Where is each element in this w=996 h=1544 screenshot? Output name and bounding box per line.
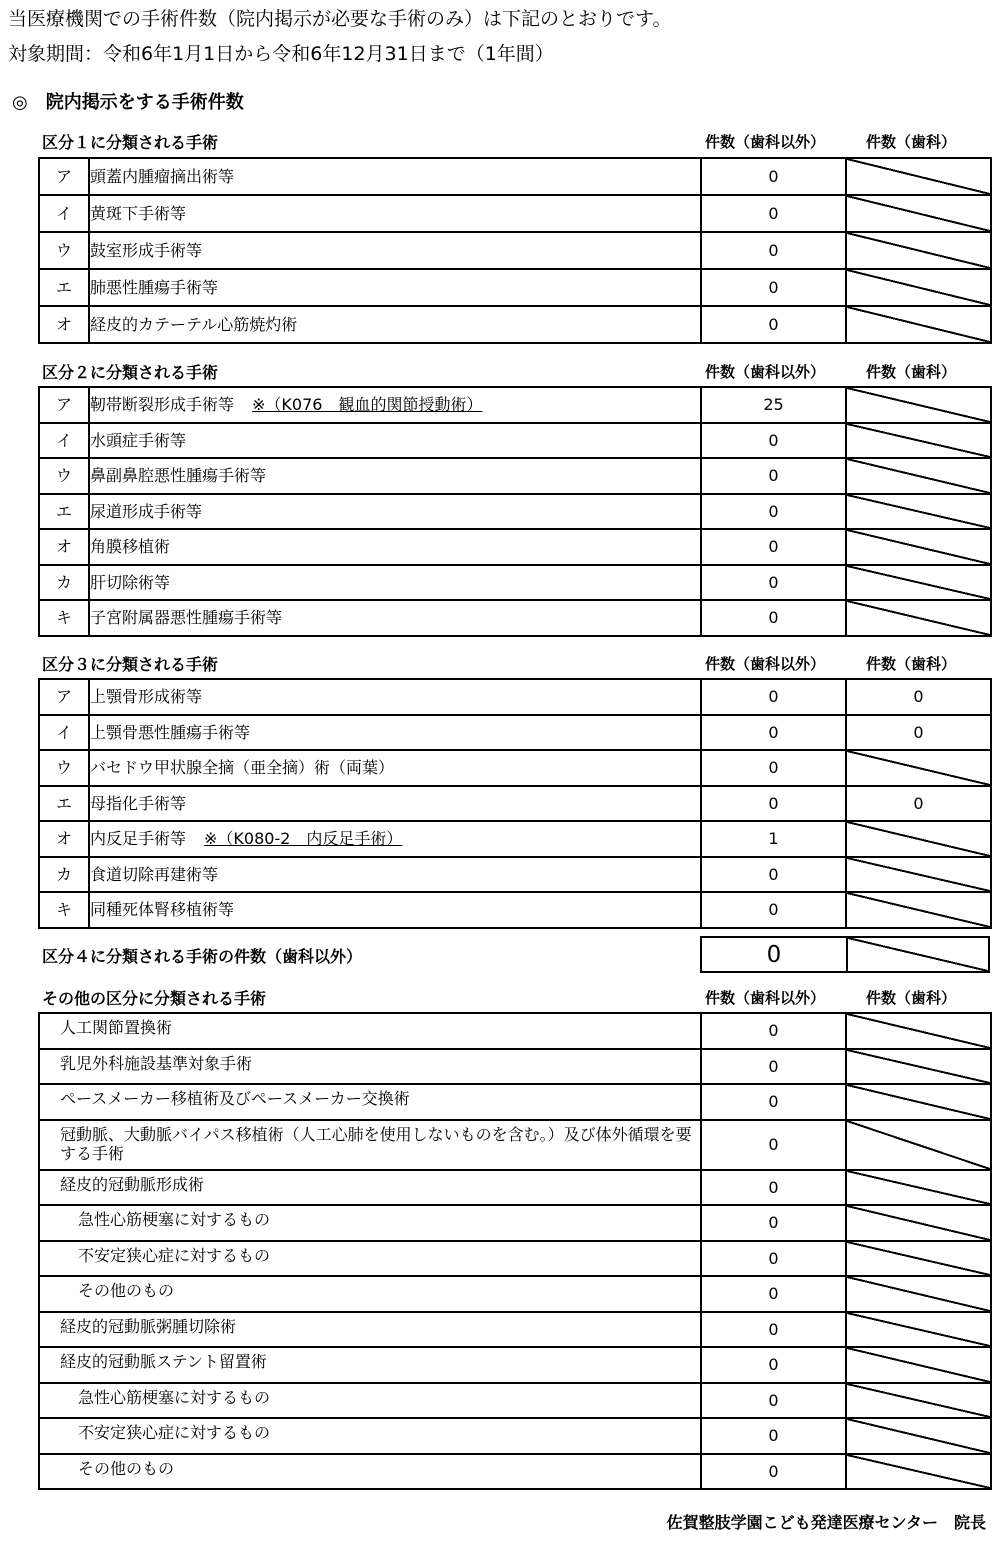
procedure-name bbox=[89, 458, 701, 494]
procedure-name-text: 鼻副鼻腔悪性腫瘍手術等 bbox=[90, 466, 267, 486]
procedure-name: その他のもの bbox=[39, 1276, 701, 1312]
table-row bbox=[39, 1418, 991, 1454]
count-non-dental: 0 bbox=[701, 306, 846, 343]
count-non-dental: 0 bbox=[701, 715, 846, 751]
intro-text: 当医療機関での手術件数（院内掲示が必要な手術のみ）は下記のとおりです。 bbox=[8, 8, 672, 30]
procedure-name bbox=[89, 821, 701, 857]
col-head-non-dental: 件数（歯科以外） bbox=[705, 989, 826, 1007]
table-row bbox=[39, 786, 991, 822]
procedure-name: その他のもの bbox=[39, 1454, 701, 1490]
procedure-name: 乳児外科施設基準対象手術 bbox=[39, 1049, 701, 1085]
procedure-name-text: 頭蓋内腫瘤摘出術等 bbox=[90, 166, 235, 186]
dental-not-applicable bbox=[846, 195, 991, 232]
procedure-name-text: 角膜移植術 bbox=[90, 537, 171, 557]
procedure-name bbox=[89, 892, 701, 928]
procedure-code-note: ※（K080-2 内反足手術） bbox=[204, 829, 403, 849]
count-non-dental: 0 bbox=[701, 892, 846, 928]
dental-not-applicable bbox=[846, 306, 991, 343]
count-non-dental: 25 bbox=[701, 387, 846, 423]
dental-not-applicable bbox=[846, 1049, 991, 1085]
procedure-name bbox=[89, 565, 701, 601]
table-row bbox=[39, 857, 991, 893]
other-table bbox=[38, 1012, 992, 1490]
count-non-dental: 0 bbox=[701, 1013, 846, 1049]
row-label: エ bbox=[39, 269, 89, 306]
procedure-name: 不安定狭心症に対するもの bbox=[39, 1241, 701, 1277]
procedure-name bbox=[89, 306, 701, 343]
count-non-dental: 0 bbox=[701, 458, 846, 494]
count-dental: 0 bbox=[846, 679, 991, 715]
procedure-name-text: 母指化手術等 bbox=[90, 793, 187, 813]
count-non-dental: 0 bbox=[701, 423, 846, 459]
dental-not-applicable bbox=[846, 423, 991, 459]
procedure-name bbox=[89, 269, 701, 306]
dental-not-applicable bbox=[846, 1454, 991, 1490]
count-non-dental: 0 bbox=[701, 1084, 846, 1120]
procedure-name-text: 子宮附属器悪性腫瘍手術等 bbox=[90, 608, 283, 628]
table-row bbox=[39, 1276, 991, 1312]
count-non-dental: 0 bbox=[701, 1454, 846, 1490]
procedure-name bbox=[89, 494, 701, 530]
section-3-table bbox=[38, 678, 992, 929]
table-row bbox=[39, 1049, 991, 1085]
procedure-name: 経皮的冠動脈ステント留置術 bbox=[39, 1347, 701, 1383]
procedure-name-text: 鼓室形成手術等 bbox=[90, 240, 203, 260]
dental-not-applicable bbox=[846, 821, 991, 857]
table-row bbox=[39, 494, 991, 530]
row-label: オ bbox=[39, 306, 89, 343]
row-label: キ bbox=[39, 892, 89, 928]
row-label: オ bbox=[39, 821, 89, 857]
procedure-name bbox=[89, 387, 701, 423]
table-row bbox=[39, 1120, 991, 1170]
dental-not-applicable bbox=[846, 1418, 991, 1454]
dental-not-applicable bbox=[846, 1241, 991, 1277]
table-row bbox=[39, 232, 991, 269]
procedure-name bbox=[89, 600, 701, 636]
procedure-name: 急性心筋梗塞に対するもの bbox=[39, 1205, 701, 1241]
table-row bbox=[39, 529, 991, 565]
procedure-name-text: 内反足手術等 bbox=[90, 829, 187, 849]
count-non-dental: 0 bbox=[701, 494, 846, 530]
col-head-dental: 件数（歯科） bbox=[866, 655, 957, 673]
row-label: キ bbox=[39, 600, 89, 636]
count-non-dental: 0 bbox=[701, 565, 846, 601]
dental-not-applicable bbox=[846, 458, 991, 494]
row-label: ア bbox=[39, 158, 89, 195]
dental-not-applicable bbox=[846, 1013, 991, 1049]
count-non-dental: 0 bbox=[701, 1170, 846, 1206]
section-4-count-box bbox=[700, 936, 990, 973]
count-non-dental: 0 bbox=[701, 1241, 846, 1277]
count-non-dental: 0 bbox=[701, 529, 846, 565]
count-non-dental: 0 bbox=[701, 1312, 846, 1348]
table-row bbox=[39, 1454, 991, 1490]
table-row bbox=[39, 458, 991, 494]
section-4-title: 区分４に分類される手術の件数（歯科以外） bbox=[42, 947, 363, 966]
count-non-dental: 1 bbox=[701, 821, 846, 857]
dental-not-applicable bbox=[846, 600, 991, 636]
procedure-name-text: 尿道形成手術等 bbox=[90, 501, 203, 521]
procedure-name bbox=[89, 715, 701, 751]
row-label: エ bbox=[39, 786, 89, 822]
col-head-non-dental: 件数（歯科以外） bbox=[705, 655, 826, 673]
section-1-title: 区分１に分類される手術 bbox=[42, 133, 219, 152]
table-row bbox=[39, 750, 991, 786]
row-label: ア bbox=[39, 387, 89, 423]
table-row bbox=[39, 715, 991, 751]
dental-not-applicable bbox=[846, 750, 991, 786]
count-non-dental: 0 bbox=[701, 158, 846, 195]
row-label: カ bbox=[39, 565, 89, 601]
count-non-dental: 0 bbox=[701, 195, 846, 232]
count-dental: 0 bbox=[846, 786, 991, 822]
procedure-name-text: 経皮的カテーテル心筋焼灼術 bbox=[90, 314, 298, 334]
count-non-dental: 0 bbox=[701, 600, 846, 636]
table-row bbox=[39, 306, 991, 343]
procedure-name-text: バセドウ甲状腺全摘（亜全摘）術（両葉） bbox=[90, 758, 395, 778]
dental-not-applicable bbox=[846, 1312, 991, 1348]
dental-not-applicable bbox=[846, 892, 991, 928]
table-row bbox=[39, 158, 991, 195]
procedure-name bbox=[89, 232, 701, 269]
table-row bbox=[39, 1312, 991, 1348]
table-row bbox=[39, 387, 991, 423]
table-row bbox=[39, 1241, 991, 1277]
procedure-name-text: 食道切除再建術等 bbox=[90, 864, 219, 884]
table-row bbox=[39, 1347, 991, 1383]
section-1-table bbox=[38, 157, 992, 344]
period-text: 対象期間：令和6年1月1日から令和6年12月31日まで（1年間） bbox=[8, 43, 554, 65]
col-head-non-dental: 件数（歯科以外） bbox=[705, 363, 826, 381]
procedure-name-text: 肺悪性腫瘍手術等 bbox=[90, 277, 219, 297]
count-non-dental: 0 bbox=[701, 857, 846, 893]
procedure-name: ペースメーカー移植術及びペースメーカー交換術 bbox=[39, 1084, 701, 1120]
dental-not-applicable bbox=[846, 565, 991, 601]
row-label: ア bbox=[39, 679, 89, 715]
count-non-dental: 0 bbox=[701, 786, 846, 822]
table-row bbox=[39, 1383, 991, 1419]
table-row bbox=[39, 892, 991, 928]
row-label: イ bbox=[39, 715, 89, 751]
procedure-name: 経皮的冠動脈形成術 bbox=[39, 1170, 701, 1206]
section-3-title: 区分３に分類される手術 bbox=[42, 655, 219, 674]
count-non-dental: 0 bbox=[701, 1276, 846, 1312]
procedure-name: 急性心筋梗塞に対するもの bbox=[39, 1383, 701, 1419]
count-non-dental: 0 bbox=[701, 750, 846, 786]
procedure-name-text: 肝切除術等 bbox=[90, 572, 171, 592]
procedure-name bbox=[89, 195, 701, 232]
table-row bbox=[39, 821, 991, 857]
col-head-dental: 件数（歯科） bbox=[866, 133, 957, 151]
procedure-code-note: ※（K076 観血的関節授動術） bbox=[252, 395, 483, 415]
dental-not-applicable bbox=[846, 158, 991, 195]
count-non-dental: 0 bbox=[701, 1418, 846, 1454]
row-label: イ bbox=[39, 423, 89, 459]
table-row bbox=[39, 195, 991, 232]
count-non-dental: 0 bbox=[701, 1383, 846, 1419]
table-row bbox=[39, 1170, 991, 1206]
footer-signature: 佐賀整肢学園こども発達医療センター 院長 bbox=[666, 1513, 986, 1532]
row-label: オ bbox=[39, 529, 89, 565]
dental-not-applicable bbox=[846, 529, 991, 565]
table-row bbox=[39, 1084, 991, 1120]
procedure-name: 不安定狭心症に対するもの bbox=[39, 1418, 701, 1454]
section-2-title: 区分２に分類される手術 bbox=[42, 363, 219, 382]
count-dental: 0 bbox=[846, 715, 991, 751]
table-row bbox=[39, 600, 991, 636]
table-row bbox=[39, 565, 991, 601]
dental-not-applicable bbox=[846, 1084, 991, 1120]
count-non-dental: 0 bbox=[701, 232, 846, 269]
count-non-dental: 0 bbox=[701, 1347, 846, 1383]
section-heading: ◎ 院内掲示をする手術件数 bbox=[12, 92, 244, 113]
procedure-name bbox=[89, 423, 701, 459]
table-row bbox=[39, 269, 991, 306]
row-label: ウ bbox=[39, 232, 89, 269]
section-4-count: 0 bbox=[701, 937, 847, 972]
col-head-dental: 件数（歯科） bbox=[866, 363, 957, 381]
procedure-name bbox=[89, 529, 701, 565]
procedure-name bbox=[89, 750, 701, 786]
section-2-table bbox=[38, 386, 992, 637]
procedure-name: 人工関節置換術 bbox=[39, 1013, 701, 1049]
count-non-dental: 0 bbox=[701, 1049, 846, 1085]
row-label: エ bbox=[39, 494, 89, 530]
col-head-dental: 件数（歯科） bbox=[866, 989, 957, 1007]
row-label: ウ bbox=[39, 458, 89, 494]
count-non-dental: 0 bbox=[701, 679, 846, 715]
dental-not-applicable bbox=[846, 494, 991, 530]
procedure-name-text: 黄斑下手術等 bbox=[90, 203, 187, 223]
table-row bbox=[39, 1205, 991, 1241]
procedure-name-text: 水頭症手術等 bbox=[90, 430, 187, 450]
dental-not-applicable bbox=[846, 387, 991, 423]
dental-not-applicable bbox=[846, 1276, 991, 1312]
dental-not-applicable bbox=[846, 269, 991, 306]
procedure-name bbox=[89, 679, 701, 715]
table-row bbox=[39, 423, 991, 459]
procedure-name: 冠動脈、大動脈バイパス移植術（人工心肺を使用しないものを含む。）及び体外循環を要する手術 bbox=[39, 1120, 701, 1170]
dental-not-applicable bbox=[846, 1170, 991, 1206]
procedure-name: 経皮的冠動脈粥腫切除術 bbox=[39, 1312, 701, 1348]
row-label: ウ bbox=[39, 750, 89, 786]
dental-not-applicable bbox=[846, 1205, 991, 1241]
table-row bbox=[39, 1013, 991, 1049]
count-non-dental: 0 bbox=[701, 1120, 846, 1170]
procedure-name-text: 上顎骨形成術等 bbox=[90, 687, 203, 707]
procedure-name-text: 上顎骨悪性腫瘍手術等 bbox=[90, 722, 251, 742]
dental-not-applicable bbox=[847, 937, 989, 972]
dental-not-applicable bbox=[846, 1120, 991, 1170]
table-row bbox=[39, 679, 991, 715]
procedure-name bbox=[89, 158, 701, 195]
col-head-non-dental: 件数（歯科以外） bbox=[705, 133, 826, 151]
count-non-dental: 0 bbox=[701, 269, 846, 306]
procedure-name bbox=[89, 786, 701, 822]
other-section-title: その他の区分に分類される手術 bbox=[42, 989, 267, 1008]
procedure-name bbox=[89, 857, 701, 893]
procedure-name-text: 靭帯断裂形成手術等 bbox=[90, 395, 235, 415]
dental-not-applicable bbox=[846, 1383, 991, 1419]
procedure-name-text: 同種死体腎移植術等 bbox=[90, 900, 235, 920]
row-label: カ bbox=[39, 857, 89, 893]
row-label: イ bbox=[39, 195, 89, 232]
dental-not-applicable bbox=[846, 232, 991, 269]
dental-not-applicable bbox=[846, 1347, 991, 1383]
dental-not-applicable bbox=[846, 857, 991, 893]
count-non-dental: 0 bbox=[701, 1205, 846, 1241]
